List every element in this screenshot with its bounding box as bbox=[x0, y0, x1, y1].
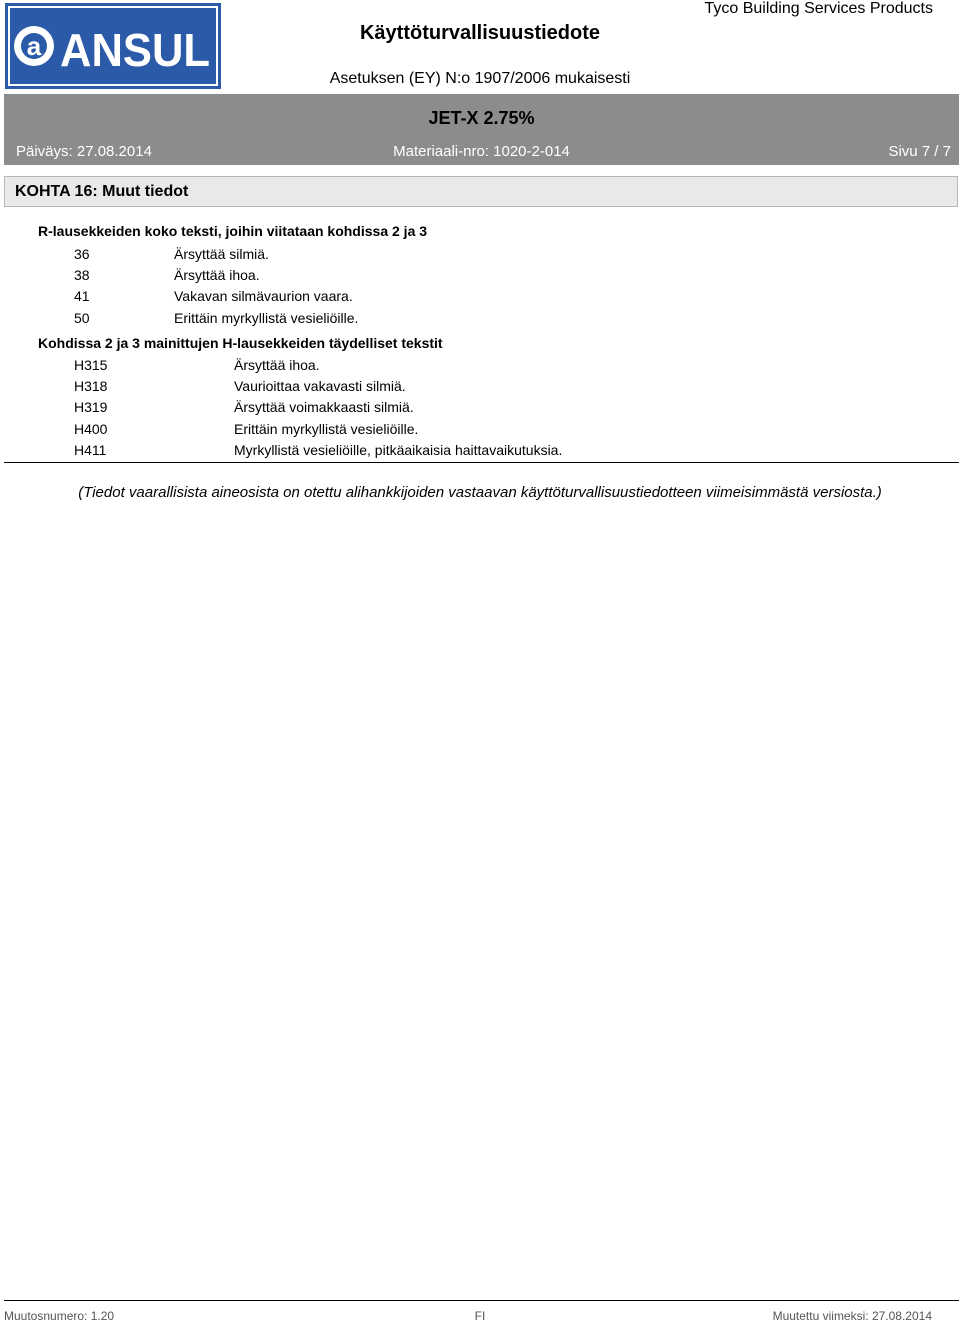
section-title: KOHTA 16: Muut tiedot bbox=[15, 183, 189, 200]
footer-divider bbox=[4, 1300, 959, 1301]
issue-date: Päiväys: 27.08.2014 bbox=[16, 143, 152, 160]
h-phrase-text: Vaurioittaa vakavasti silmiä. bbox=[234, 378, 406, 394]
r-phrase-code: 38 bbox=[74, 267, 90, 283]
r-phrase-code: 41 bbox=[74, 288, 90, 304]
revision-number: Muutosnumero: 1.20 bbox=[4, 1309, 115, 1323]
document-title: Käyttöturvallisuustiedote bbox=[359, 22, 601, 44]
r-phrase-text: Vakavan silmävaurion vaara. bbox=[174, 288, 353, 304]
h-phrase-text: Ärsyttää voimakkaasti silmiä. bbox=[234, 399, 414, 415]
section-divider bbox=[4, 462, 959, 463]
source-note: (Tiedot vaarallisista aineosista on otettu alihankkijoiden vastaavan käyttöturvallisuustiedotteen viimeisimmästä versiosta.) bbox=[78, 484, 882, 501]
h-phrases-heading: Kohdissa 2 ja 3 mainittujen H-lausekkeiden täydelliset tekstit bbox=[38, 335, 443, 351]
regulation-reference: Asetuksen (EY) N:o 1907/2006 mukaisesti bbox=[329, 70, 631, 87]
r-phrases-heading: R-lausekkeiden koko teksti, joihin viitataan kohdissa 2 ja 3 bbox=[38, 223, 428, 239]
logo-text: ANSUL bbox=[60, 24, 210, 76]
section-heading bbox=[4, 176, 958, 207]
last-modified: Muutettu viimeksi: 27.08.2014 bbox=[772, 1309, 932, 1323]
h-phrase-code: H315 bbox=[74, 357, 108, 373]
h-phrase-code: H318 bbox=[74, 378, 108, 394]
h-phrase-code: H319 bbox=[74, 399, 108, 415]
r-phrase-code: 36 bbox=[74, 246, 90, 262]
h-phrase-text: Myrkyllistä vesieliöille, pitkäaikaisia haittavaikutuksia. bbox=[234, 442, 563, 458]
h-phrase-text: Ärsyttää ihoa. bbox=[234, 357, 320, 373]
r-phrase-text: Erittäin myrkyllistä vesieliöille. bbox=[174, 310, 359, 326]
product-band bbox=[4, 94, 959, 165]
r-phrase-text: Ärsyttää silmiä. bbox=[174, 246, 269, 262]
product-name: JET-X 2.75% bbox=[428, 108, 535, 128]
company-name: Tyco Building Services Products bbox=[704, 0, 933, 17]
h-phrase-code: H411 bbox=[74, 442, 107, 458]
r-phrase-text: Ärsyttää ihoa. bbox=[174, 267, 260, 283]
logo-mark: a bbox=[26, 31, 42, 61]
r-phrase-code: 50 bbox=[74, 310, 90, 326]
h-phrase-code: H400 bbox=[74, 421, 108, 437]
h-phrase-text: Erittäin myrkyllistä vesieliöille. bbox=[234, 421, 419, 437]
page-number: Sivu 7 / 7 bbox=[888, 143, 951, 160]
material-number: Materiaali-nro: 1020-2-014 bbox=[393, 143, 570, 160]
language-code: FI bbox=[474, 1309, 486, 1323]
